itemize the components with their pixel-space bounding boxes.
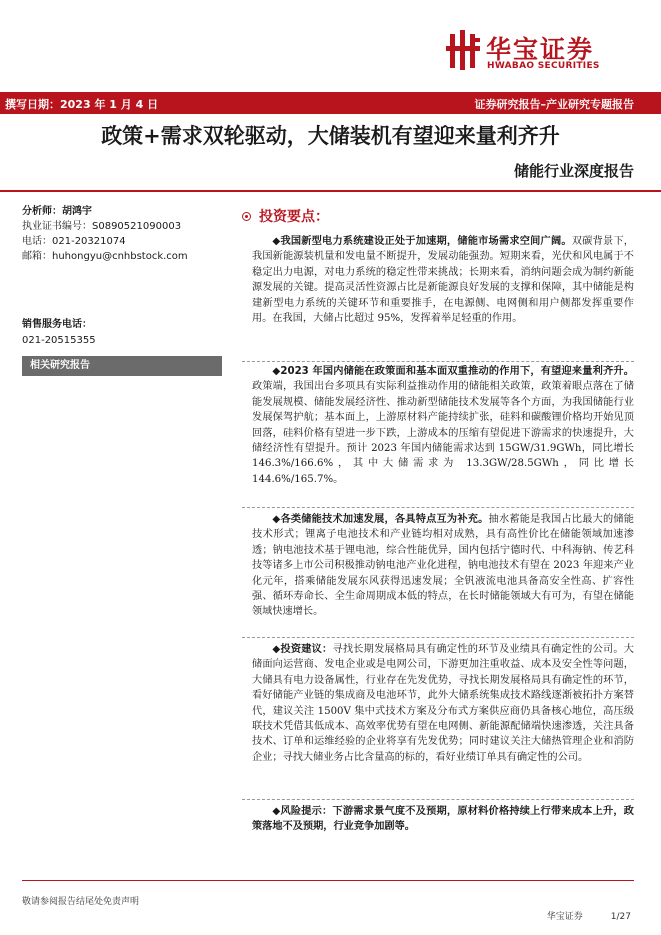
invest-paragraph-5 — [252, 804, 634, 835]
invest-heading-text: 投资要点： — [259, 209, 329, 225]
sales-phone: 021-20515355 — [22, 335, 96, 346]
paragraph-body: 抽水蓄能是我国占比最大的储能技术形式；锂离子电池技术和产业链均相对成熟，具有高性价比在储能领域加速渗透；钠电池技术基于锂电池，综合性能优异，国内包括宁德时代、中科海钠、传艺科技等诸多上市公司积极推动钠电池产业化进程，钠电池技术有望在 2023 年迎来产业化元年，搭乘储能发展东风获得迅速发展；全钒液流电池具备高安全性高、扩容性强、循环寿命长、全生命周期成本低的特点，在长时储能领域大有可为，有望在储能领域快速增长。 — [252, 514, 634, 618]
section-divider — [242, 507, 634, 508]
paragraph-lead: ◆2023 年国内储能在政策面和基本面双重推动的作用下，有望迎来量利齐升。 — [272, 366, 634, 377]
date-label: 撰写日期：2023 年 1 月 4 日 — [5, 98, 159, 111]
header-bar — [0, 92, 661, 114]
bullet-icon — [242, 212, 251, 221]
section-divider — [242, 637, 634, 638]
paragraph-lead: ◆我国新型电力系统建设正处于加速期，储能市场需求空间广阔。 — [272, 236, 572, 247]
report-type: 证券研究报告–产业研究专题报告 — [474, 98, 634, 111]
footer-info — [519, 909, 631, 922]
title-divider — [0, 190, 661, 192]
analyst-name: 分析师：胡鸿宇 — [22, 206, 92, 217]
page-title: 政策+需求双轮驱动，大储装机有望迎来量利齐升 — [101, 123, 560, 148]
logo-text-en: HWABAO SECURITIES — [487, 61, 600, 71]
invest-paragraph-4 — [252, 642, 634, 765]
analyst-license: 执业证书编号：S0890521090003 — [22, 221, 182, 232]
analyst-sidebar — [22, 204, 222, 346]
logo-text-cn: 华宝证券 — [486, 35, 595, 64]
footer-company: 华宝证券 — [546, 912, 583, 922]
invest-heading — [242, 206, 329, 226]
analyst-email[interactable]: 邮箱：huhongyu@cnhbstock.com — [22, 251, 188, 262]
footer-divider — [22, 880, 634, 881]
related-reports-header: 相关研究报告 — [22, 356, 222, 376]
sales-contact — [22, 317, 96, 349]
paragraph-lead: ◆风险提示：下游需求景气度不及预期，原材料价格持续上行带来成本上升，政策落地不及预期，行业竞争加剧等。 — [252, 806, 634, 833]
footer-disclaimer: 敬请参阅报告结尾处免责声明 — [22, 897, 140, 907]
invest-paragraph-1 — [252, 234, 634, 326]
logo-mark-icon — [446, 28, 482, 72]
invest-paragraph-2 — [252, 364, 634, 487]
paragraph-body: 寻找长期发展格局具有确定性的环节及业绩具有确定性的公司。大储面向运营商、发电企业或是电网公司，下游更加注重收益、成本及安全性等问题，大储具有电力设备属性，行业存在先发优势，寻找长期发展格局具有确定性的环节，看好储能产业链的集成商及电池环节，此外大储系统集成技术路线逐渐被拓扑方案替代，建议关注 1500V 集中式技术方案及分布式方案供应商仍具备核心地位，高压级联技术凭借其低成本、高效率优势有望在电网侧、新能源配储端快速渗透，关注具备技术、订单和运维经验的企业将享有先发优势；同时建议关注大储热管理企业和消防企业；寻找大储业务占比含量高的标的，看好业绩订单具有确定性的公司。 — [252, 644, 634, 763]
company-logo — [446, 28, 636, 74]
section-divider — [242, 799, 634, 800]
section-divider — [242, 361, 634, 362]
paragraph-lead: ◆各类储能技术加速发展，各具特点互为补充。 — [272, 514, 489, 525]
paragraph-lead: ◆投资建议： — [272, 644, 333, 655]
paragraph-body: 政策端，我国出台多项具有实际利益推动作用的储能相关政策，政策着眼点落在了储能发展规模、储能发展经济性、推动新型储能技术发展等各个方面，为我国储能行业发展保驾护航；基本面上，上游原材料产能持续扩张，硅料和碳酸锂价格均开始见顶回落，硅料价格有望进一步下跌，上游成本的压缩有望促进下游需求的快速提升，大储经济性有望提升。预计 2023 年国内储能需求达到 15GW/31.9GWh，同比增长 146.3%/166.6%，其中大储需求为 13.3GW/28.5GWh，同比增长 144.6%/165.7%。 — [252, 381, 634, 485]
sales-label: 销售服务电话： — [22, 319, 92, 330]
analyst-phone: 电话：021-20321074 — [22, 236, 126, 247]
page-subtitle: 储能行业深度报告 — [513, 162, 634, 180]
paragraph-body: 双碳背景下，我国新能源装机量和发电量不断提升，发展动能强劲。短期来看，光伏和风电属于不稳定出力电源，对电力系统的稳定性带来挑战；长期来看，消纳问题会成为制约新能源发展的关键。提高灵活性资源占比是新能源良好发展的支撑和保障，其中储能是构建新型电力系统的关键环节和重要推手，在电源侧、电网侧和用户侧都发挥重要作用。在我国，大储占比超过 95%，发挥着举足轻重的作用。 — [252, 236, 634, 325]
invest-paragraph-3 — [252, 512, 634, 620]
page-number: 1/27 — [610, 912, 631, 922]
